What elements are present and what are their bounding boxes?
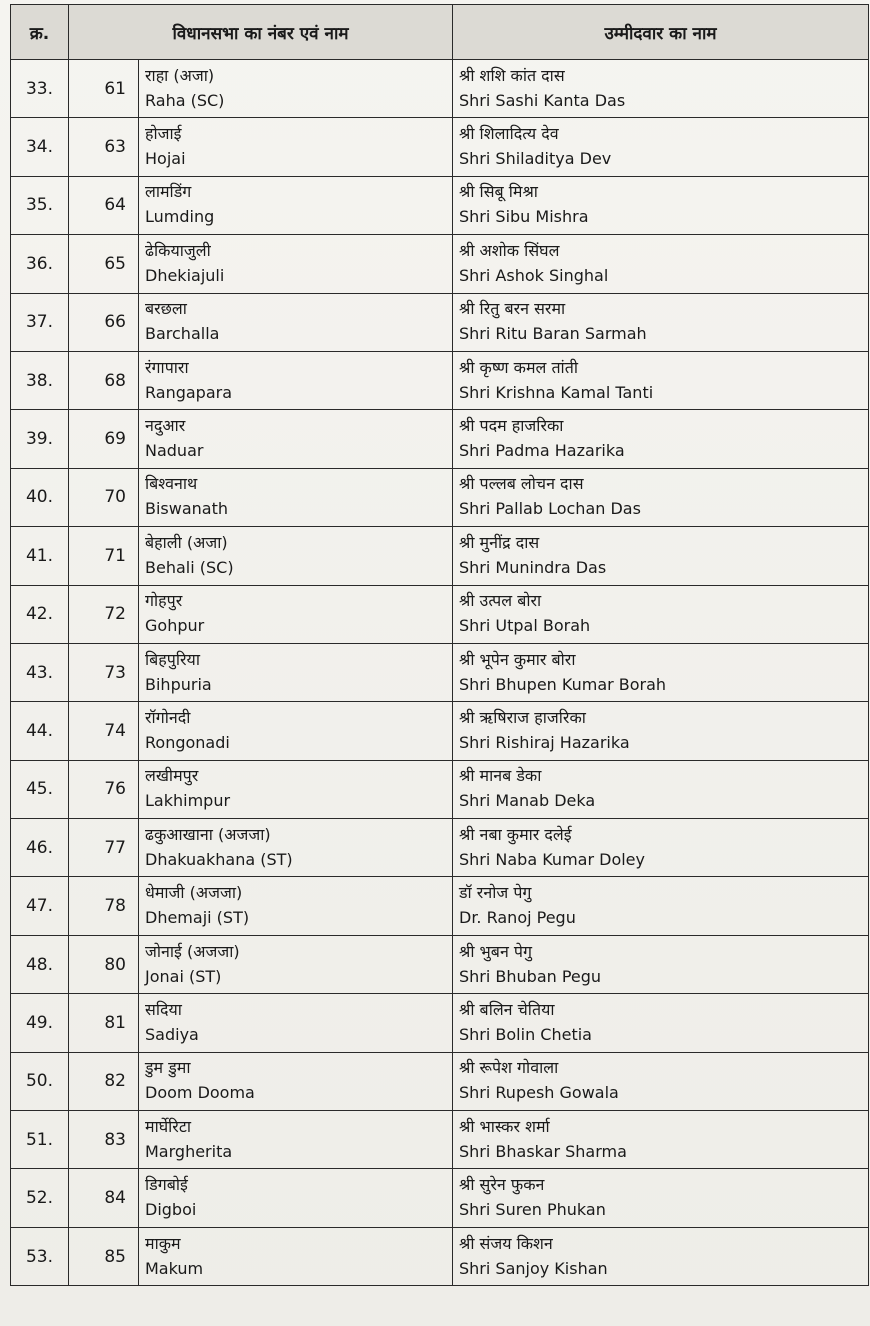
- table-row: [11, 176, 869, 234]
- constituency-name: [139, 351, 453, 409]
- constituency-name-english: Dhemaji (ST): [145, 908, 250, 928]
- constituency-name-hindi: गोहपुर: [145, 591, 183, 611]
- table-row: [11, 118, 869, 176]
- candidate-name-english: Shri Sanjoy Kishan: [459, 1258, 608, 1278]
- constituency-name-english: Naduar: [145, 441, 204, 461]
- candidate-name: [453, 935, 869, 993]
- candidate-name: [453, 118, 869, 176]
- table-row: [11, 1227, 869, 1285]
- constituency-name: [139, 585, 453, 643]
- constituency-name-english: Biswanath: [145, 499, 229, 519]
- serial-number: 36.: [11, 235, 69, 293]
- table-row: [11, 410, 869, 468]
- constituency-name-hindi: सदिया: [145, 999, 182, 1019]
- constituency-number: 76: [69, 760, 139, 818]
- table-row: [11, 1169, 869, 1227]
- constituency-name-hindi: राहा (अजा): [145, 65, 215, 85]
- constituency-number: 66: [69, 293, 139, 351]
- constituency-name-hindi: रॉगोनदी: [145, 707, 191, 727]
- constituency-name-english: Makum: [145, 1258, 204, 1278]
- serial-number: 53.: [11, 1227, 69, 1285]
- candidate-name-english: Shri Bhuban Pegu: [459, 966, 602, 986]
- constituency-name-hindi: बेहाली (अजा): [145, 532, 228, 552]
- table-body: [11, 60, 869, 1286]
- constituency-number: 77: [69, 819, 139, 877]
- candidate-name: [453, 819, 869, 877]
- constituency-name-english: Hojai: [145, 149, 186, 169]
- constituency-name-hindi: बिश्वनाथ: [145, 474, 198, 494]
- candidate-name: [453, 1111, 869, 1169]
- candidate-name-english: Shri Ritu Baran Sarmah: [459, 324, 647, 344]
- constituency-name-hindi: रंगापारा: [145, 357, 189, 377]
- candidate-name: [453, 1169, 869, 1227]
- candidate-name: [453, 293, 869, 351]
- constituency-name: [139, 819, 453, 877]
- constituency-number: 71: [69, 527, 139, 585]
- serial-number: 40.: [11, 468, 69, 526]
- constituency-name-english: Behali (SC): [145, 557, 234, 577]
- constituency-number: 69: [69, 410, 139, 468]
- constituency-name: [139, 994, 453, 1052]
- constituency-number: 64: [69, 176, 139, 234]
- candidate-name-hindi: श्री मानब डेका: [459, 766, 542, 786]
- candidate-name-hindi: श्री भुबन पेगु: [459, 941, 533, 961]
- constituency-name: [139, 235, 453, 293]
- candidate-name: [453, 760, 869, 818]
- constituency-name: [139, 293, 453, 351]
- constituency-number: 83: [69, 1111, 139, 1169]
- constituency-name-hindi: ढकुआखाना (अजजा): [145, 824, 271, 844]
- constituency-name-english: Bihpuria: [145, 674, 212, 694]
- candidate-name-hindi: श्री नबा कुमार दलेई: [459, 824, 572, 844]
- constituency-name: [139, 935, 453, 993]
- serial-number: 47.: [11, 877, 69, 935]
- table-row: [11, 994, 869, 1052]
- serial-number: 37.: [11, 293, 69, 351]
- candidate-name: [453, 1227, 869, 1285]
- header-candidate: उम्मीदवार का नाम: [453, 5, 869, 60]
- constituency-name-hindi: ढेकियाजुली: [145, 240, 211, 260]
- table-row: [11, 468, 869, 526]
- serial-number: 35.: [11, 176, 69, 234]
- constituency-name-english: Lakhimpur: [145, 791, 231, 811]
- constituency-name-english: Doom Dooma: [145, 1083, 255, 1103]
- constituency-name-hindi: मार्घेरिटा: [145, 1116, 192, 1136]
- candidate-name-hindi: श्री भूपेन कुमार बोरा: [459, 649, 576, 669]
- constituency-number: 81: [69, 994, 139, 1052]
- serial-number: 43.: [11, 643, 69, 701]
- table-row: [11, 235, 869, 293]
- constituency-name: [139, 527, 453, 585]
- serial-number: 33.: [11, 60, 69, 118]
- constituency-name-english: Lumding: [145, 207, 215, 227]
- constituency-name-hindi: धेमाजी (अजजा): [145, 883, 243, 903]
- candidate-name-english: Shri Sibu Mishra: [459, 207, 589, 227]
- constituency-name-english: Margherita: [145, 1141, 233, 1161]
- constituency-number: 70: [69, 468, 139, 526]
- serial-number: 45.: [11, 760, 69, 818]
- candidate-name-hindi: श्री उत्पल बोरा: [459, 591, 542, 611]
- candidate-name-hindi: श्री सिबू मिश्रा: [459, 182, 538, 202]
- candidate-name: [453, 585, 869, 643]
- constituency-name: [139, 118, 453, 176]
- candidate-name: [453, 468, 869, 526]
- candidate-name-english: Shri Naba Kumar Doley: [459, 849, 645, 869]
- table-row: [11, 585, 869, 643]
- constituency-name-hindi: लामडिंग: [145, 182, 192, 202]
- constituency-name: [139, 1227, 453, 1285]
- constituency-number: 85: [69, 1227, 139, 1285]
- candidate-name-hindi: श्री पदम हाजरिका: [459, 416, 564, 436]
- constituency-name: [139, 60, 453, 118]
- constituency-name-hindi: नदुआर: [145, 416, 186, 436]
- constituency-name-hindi: जोनाई (अजजा): [145, 941, 240, 961]
- candidate-name-hindi: श्री अशोक सिंघल: [459, 240, 560, 260]
- candidate-name-english: Shri Padma Hazarika: [459, 441, 625, 461]
- constituency-number: 63: [69, 118, 139, 176]
- constituency-name-english: Sadiya: [145, 1024, 199, 1044]
- constituency-name-english: Jonai (ST): [145, 966, 222, 986]
- constituency-name: [139, 877, 453, 935]
- serial-number: 41.: [11, 527, 69, 585]
- candidate-name-english: Shri Munindra Das: [459, 557, 607, 577]
- constituency-number: 82: [69, 1052, 139, 1110]
- candidate-name-english: Shri Suren Phukan: [459, 1200, 606, 1220]
- candidate-name-hindi: श्री शिलादित्य देव: [459, 124, 559, 144]
- table-row: [11, 527, 869, 585]
- constituency-name-english: Digboi: [145, 1200, 197, 1220]
- candidate-name-english: Shri Rupesh Gowala: [459, 1083, 619, 1103]
- candidate-name-hindi: श्री रूपेश गोवाला: [459, 1058, 559, 1078]
- candidate-name-hindi: श्री भास्कर शर्मा: [459, 1116, 550, 1136]
- candidate-name-english: Shri Pallab Lochan Das: [459, 499, 641, 519]
- candidate-name-hindi: श्री मुनींद्र दास: [459, 532, 540, 552]
- constituency-name: [139, 410, 453, 468]
- candidate-name: [453, 60, 869, 118]
- candidate-name-english: Dr. Ranoj Pegu: [459, 908, 576, 928]
- serial-number: 48.: [11, 935, 69, 993]
- table-row: [11, 351, 869, 409]
- candidate-name-english: Shri Krishna Kamal Tanti: [459, 382, 654, 402]
- constituency-name-hindi: माकुम: [145, 1233, 181, 1253]
- candidate-name-hindi: श्री बलिन चेतिया: [459, 999, 555, 1019]
- table-row: [11, 935, 869, 993]
- candidate-name-english: Shri Shiladitya Dev: [459, 149, 612, 169]
- table-row: [11, 877, 869, 935]
- candidate-name-hindi: श्री ऋषिराज हाजरिका: [459, 707, 586, 727]
- table-row: [11, 1052, 869, 1110]
- constituency-name: [139, 760, 453, 818]
- candidate-name-hindi: श्री कृष्ण कमल तांती: [459, 357, 578, 377]
- header-serial-number: क्र.: [11, 5, 69, 60]
- serial-number: 38.: [11, 351, 69, 409]
- constituency-name-hindi: डुम डुमा: [145, 1058, 191, 1078]
- candidate-name-english: Shri Bolin Chetia: [459, 1024, 592, 1044]
- serial-number: 52.: [11, 1169, 69, 1227]
- constituency-name-english: Raha (SC): [145, 90, 225, 110]
- constituency-name-english: Rongonadi: [145, 732, 230, 752]
- constituency-number: 68: [69, 351, 139, 409]
- constituency-name-english: Gohpur: [145, 616, 205, 636]
- serial-number: 50.: [11, 1052, 69, 1110]
- constituency-name: [139, 702, 453, 760]
- candidate-name: [453, 702, 869, 760]
- candidate-name-english: Shri Bhaskar Sharma: [459, 1141, 627, 1161]
- constituency-number: 61: [69, 60, 139, 118]
- candidate-name: [453, 235, 869, 293]
- serial-number: 42.: [11, 585, 69, 643]
- table-row: [11, 702, 869, 760]
- table-row: [11, 819, 869, 877]
- header-constituency: विधानसभा का नंबर एवं नाम: [69, 5, 453, 60]
- constituency-name-english: Dhakuakhana (ST): [145, 849, 293, 869]
- candidate-name: [453, 351, 869, 409]
- table-row: [11, 1111, 869, 1169]
- table-header-row: [11, 5, 869, 60]
- serial-number: 46.: [11, 819, 69, 877]
- serial-number: 34.: [11, 118, 69, 176]
- constituency-name-english: Rangapara: [145, 382, 233, 402]
- constituency-name-hindi: लखीमपुर: [145, 766, 199, 786]
- constituency-name: [139, 1052, 453, 1110]
- candidate-name-hindi: श्री शशि कांत दास: [459, 65, 565, 85]
- candidate-name-english: Shri Manab Deka: [459, 791, 596, 811]
- table-row: [11, 60, 869, 118]
- constituency-name-english: Barchalla: [145, 324, 220, 344]
- candidate-name-english: Shri Utpal Borah: [459, 616, 591, 636]
- table-row: [11, 643, 869, 701]
- constituency-name-hindi: होजाई: [145, 124, 182, 144]
- candidate-name-hindi: श्री रितु बरन सरमा: [459, 299, 566, 319]
- constituency-number: 78: [69, 877, 139, 935]
- constituency-name: [139, 1111, 453, 1169]
- candidate-name-hindi: डॉ रनोज पेगु: [459, 883, 532, 903]
- constituency-number: 80: [69, 935, 139, 993]
- table-row: [11, 760, 869, 818]
- constituency-name-english: Dhekiajuli: [145, 265, 225, 285]
- constituency-number: 84: [69, 1169, 139, 1227]
- table-row: [11, 293, 869, 351]
- constituency-name: [139, 1169, 453, 1227]
- candidate-name-hindi: श्री सुरेन फुकन: [459, 1175, 545, 1195]
- constituency-name-hindi: बिहपुरिया: [145, 649, 200, 669]
- candidate-list-table: [10, 4, 869, 1286]
- candidate-name-english: Shri Sashi Kanta Das: [459, 90, 626, 110]
- candidate-name-english: Shri Ashok Singhal: [459, 265, 609, 285]
- constituency-name: [139, 468, 453, 526]
- constituency-name-hindi: बरछला: [145, 299, 187, 319]
- candidate-name-english: Shri Rishiraj Hazarika: [459, 732, 630, 752]
- constituency-name: [139, 176, 453, 234]
- constituency-number: 65: [69, 235, 139, 293]
- candidate-name-hindi: श्री संजय किशन: [459, 1233, 553, 1253]
- candidate-name: [453, 877, 869, 935]
- candidate-name: [453, 410, 869, 468]
- candidate-name: [453, 176, 869, 234]
- constituency-name: [139, 643, 453, 701]
- candidate-name: [453, 1052, 869, 1110]
- serial-number: 39.: [11, 410, 69, 468]
- constituency-number: 72: [69, 585, 139, 643]
- candidate-name-english: Shri Bhupen Kumar Borah: [459, 674, 667, 694]
- serial-number: 51.: [11, 1111, 69, 1169]
- constituency-number: 74: [69, 702, 139, 760]
- candidate-name: [453, 643, 869, 701]
- candidate-name: [453, 994, 869, 1052]
- candidate-name: [453, 527, 869, 585]
- constituency-name-hindi: डिगबोई: [145, 1175, 188, 1195]
- constituency-number: 73: [69, 643, 139, 701]
- candidate-name-hindi: श्री पल्लब लोचन दास: [459, 474, 584, 494]
- serial-number: 44.: [11, 702, 69, 760]
- serial-number: 49.: [11, 994, 69, 1052]
